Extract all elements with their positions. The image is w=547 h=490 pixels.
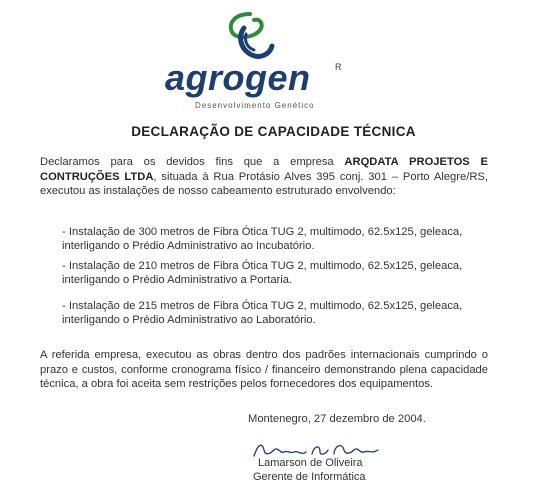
list-item: - Instalação de 210 metros de Fibra Ótica TUG 2, multimodo, 62.5x125, geleaca, interligando o Prédio Administrativo a Portaria. [62, 260, 463, 286]
registered-mark: R [335, 62, 342, 72]
closing-paragraph: A referida empresa, executou as obras dentro dos padrões internacionais cumprindo o prazo e custos, conforme cronograma físico / financeiro demonstrando plena capacidade técnica, a obra foi aceita sem restrições pelos fornecedores dos equipamentos. [40, 349, 488, 390]
intro-text-1: Declaramos para os devidos fins que a empresa [40, 156, 345, 168]
document-title: DECLARAÇÃO DE CAPACIDADE TÉCNICA [131, 124, 416, 139]
list-item: - Instalação de 300 metros de Fibra Ótica TUG 2, multimodo, 62.5x125, geleaca, interligando o Prédio Administrativo ao Incubatório. [62, 226, 463, 252]
company-logo [165, 10, 385, 110]
intro-paragraph [40, 155, 488, 199]
signer-name: Lamarson de Oliveira [258, 457, 363, 469]
brand-tagline: Desenvolvimento Genético [195, 101, 315, 110]
place-date: Montenegro, 27 dezembro de 2004. [248, 413, 426, 425]
list-item: - Instalação de 215 metros de Fibra Ótica TUG 2, multimodo, 62.5x125, geleaca, interligando o Prédio Administrativo ao Laboratório. [62, 300, 463, 326]
company-name: ARQDATA PROJETOS E CONTRUÇÕES LTDA [40, 156, 488, 183]
agrogen-emblem-icon [220, 10, 280, 62]
brand-name: agrogen [165, 57, 311, 98]
signer-role: Gerente de Informática [253, 471, 366, 483]
intro-text-2: , situada à Rua Protásio Alves 395 conj. 301 – Porto Alegre/RS, executou as instalações de nosso cabeamento estruturado envolvendo: [40, 170, 488, 197]
